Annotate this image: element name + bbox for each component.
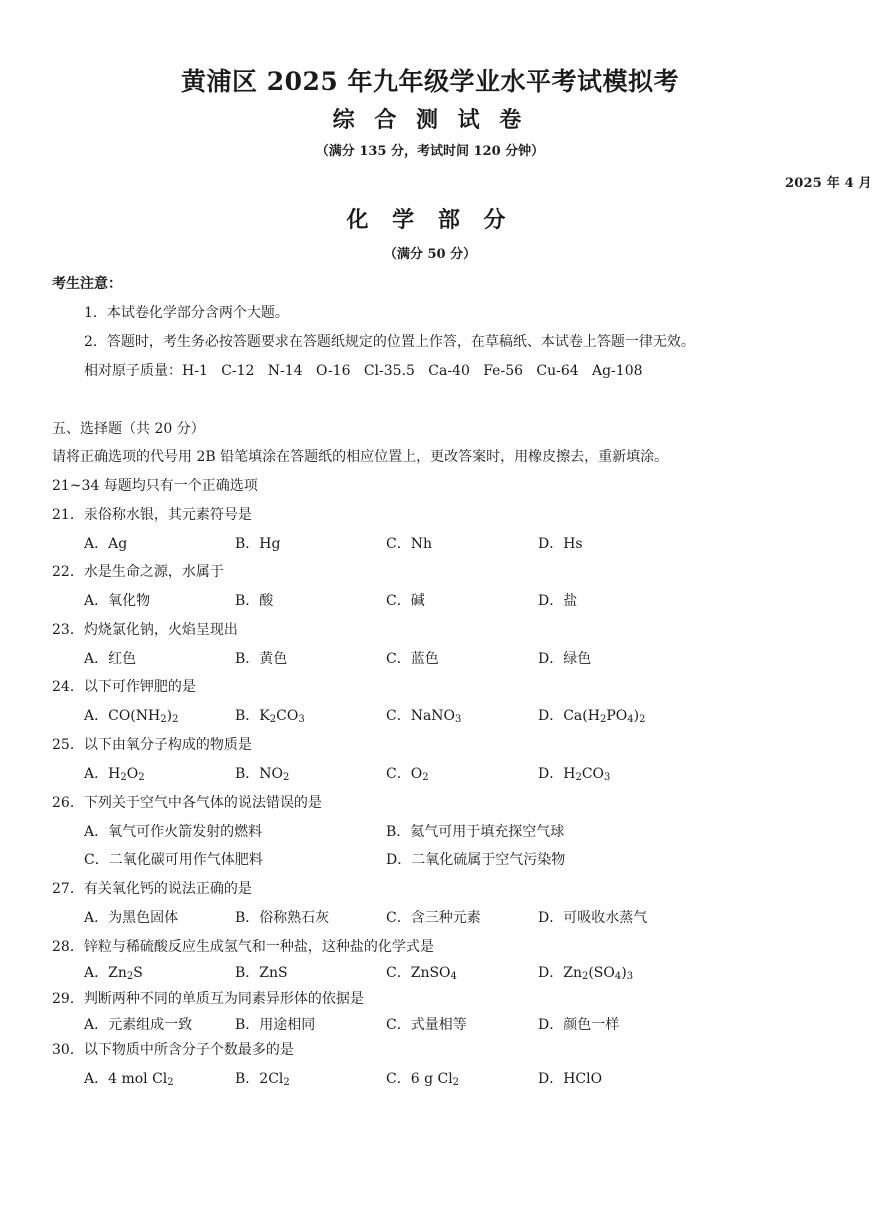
- q30-option-b: B．$2Cl_2$: [235, 1071, 290, 1088]
- exam-subtitle: 综 合 测 试 卷: [332, 107, 528, 133]
- q22-option-d: D．盐: [538, 593, 578, 609]
- q27-option-b: B．俗称熟石灰: [235, 910, 330, 926]
- q27-option-a: A．为黑色固体: [84, 910, 179, 926]
- question-24-stem: 24．以下可作钾肥的是: [52, 679, 196, 695]
- q29-option-a: A．元素组成一致: [84, 1017, 193, 1033]
- q25-option-c: C．$O_2$: [386, 766, 429, 783]
- q24-option-c: C．NaNO$_3$: [386, 708, 462, 725]
- q21-option-b: B．Hg: [235, 536, 281, 552]
- q28-option-d: D．$Zn_2(SO_4)_3$: [538, 965, 634, 982]
- score-note: （满分 135 分，考试时间 120 分钟）: [315, 144, 545, 159]
- q30-option-c: C．6 g $Cl_2$: [386, 1071, 460, 1088]
- q29-option-c: C．式量相等: [386, 1017, 467, 1033]
- q29-option-b: B．用途相同: [235, 1017, 316, 1033]
- question-26-stem: 26．下列关于空气中各气体的说法错误的是: [52, 795, 322, 811]
- q25-option-b: B．$NO_2$: [235, 766, 290, 783]
- q21-option-a: A．Ag: [84, 536, 128, 552]
- exam-date: 2025 年 4 月: [785, 176, 872, 191]
- q22-option-a: A．氧化物: [84, 593, 151, 609]
- exam-title: 黄浦区 2025 年九年级学业水平考试模拟考: [181, 67, 679, 96]
- question-23-stem: 23．灼烧氯化钠，火焰呈现出: [52, 622, 238, 638]
- question-25-stem: 25．以下由氧分子构成的物质是: [52, 737, 252, 753]
- q24-option-a: A．$CO(NH_2)_2$: [84, 708, 179, 725]
- q25-option-d: D．$H_2CO_3$: [538, 766, 611, 783]
- question-29-stem: 29．判断两种不同的单质互为同素异形体的依据是: [52, 991, 364, 1007]
- q23-option-c: C．蓝色: [386, 651, 439, 667]
- q23-option-b: B．黄色: [235, 651, 288, 667]
- q30-option-d: D．HClO: [538, 1071, 603, 1087]
- q26-option-c: C．二氧化碳可用作气体肥料: [84, 852, 263, 868]
- q26-option-b: B．氦气可用于填充探空气球: [386, 824, 565, 840]
- q30-option-a: A．4 mol $Cl_2$: [84, 1071, 174, 1088]
- q21-option-c: C．Nh: [386, 536, 432, 552]
- q28-option-b: B．ZnS: [235, 965, 288, 981]
- q26-option-d: D．二氧化硫属于空气污染物: [386, 852, 566, 868]
- range-note: 21~34 每题均只有一个正确选项: [52, 478, 258, 494]
- q24-option-d: D．$Ca(H_2PO_4)_2$: [538, 708, 646, 725]
- notice-item: 1．本试卷化学部分含两个大题。: [84, 305, 289, 321]
- q27-option-c: C．含三种元素: [386, 910, 481, 926]
- question-27-stem: 27．有关氧化钙的说法正确的是: [52, 881, 252, 897]
- q22-option-c: C．碱: [386, 593, 425, 609]
- q23-option-a: A．红色: [84, 651, 137, 667]
- section-heading: 五、选择题（共 20 分）: [52, 421, 205, 437]
- section-instruction: 请将正确选项的代号用 2B 铅笔填涂在答题纸的相应位置上，更改答案时，用橡皮擦去，重新填涂。: [52, 449, 669, 465]
- q22-option-b: B．酸: [235, 593, 274, 609]
- question-30-stem: 30．以下物质中所含分子个数最多的是: [52, 1042, 294, 1058]
- question-22-stem: 22．水是生命之源，水属于: [52, 564, 224, 580]
- q25-option-a: A．$H_2O_2$: [84, 766, 145, 783]
- part-score: （满分 50 分）: [383, 247, 477, 262]
- q26-option-a: A．氧气可作火箭发射的燃料: [84, 824, 263, 840]
- q24-option-b: B．$K_2CO_3$: [235, 708, 305, 725]
- question-28-stem: 28．锌粒与稀硫酸反应生成氢气和一种盐，这种盐的化学式是: [52, 939, 434, 955]
- q28-option-c: C．ZnSO$_4$: [386, 965, 457, 982]
- q23-option-d: D．绿色: [538, 651, 592, 667]
- notice-heading: 考生注意：: [52, 276, 122, 292]
- atomic-masses: 相对原子质量：H-1 C-12 N-14 O-16 Cl-35.5 Ca-40 Fe-56 Cu-64 Ag-108: [84, 363, 643, 379]
- q28-option-a: A．$Zn_2S$: [84, 965, 143, 982]
- notice-item: 2．答题时，考生务必按答题要求在答题纸规定的位置上作答，在草稿纸、本试卷上答题一律无效。: [84, 334, 695, 350]
- q21-option-d: D．Hs: [538, 536, 583, 552]
- question-21-stem: 21．汞俗称水银，其元素符号是: [52, 507, 252, 523]
- part-title: 化 学 部 分: [346, 207, 514, 233]
- q29-option-d: D．颜色一样: [538, 1017, 620, 1033]
- q27-option-d: D．可吸收水蒸气: [538, 910, 648, 926]
